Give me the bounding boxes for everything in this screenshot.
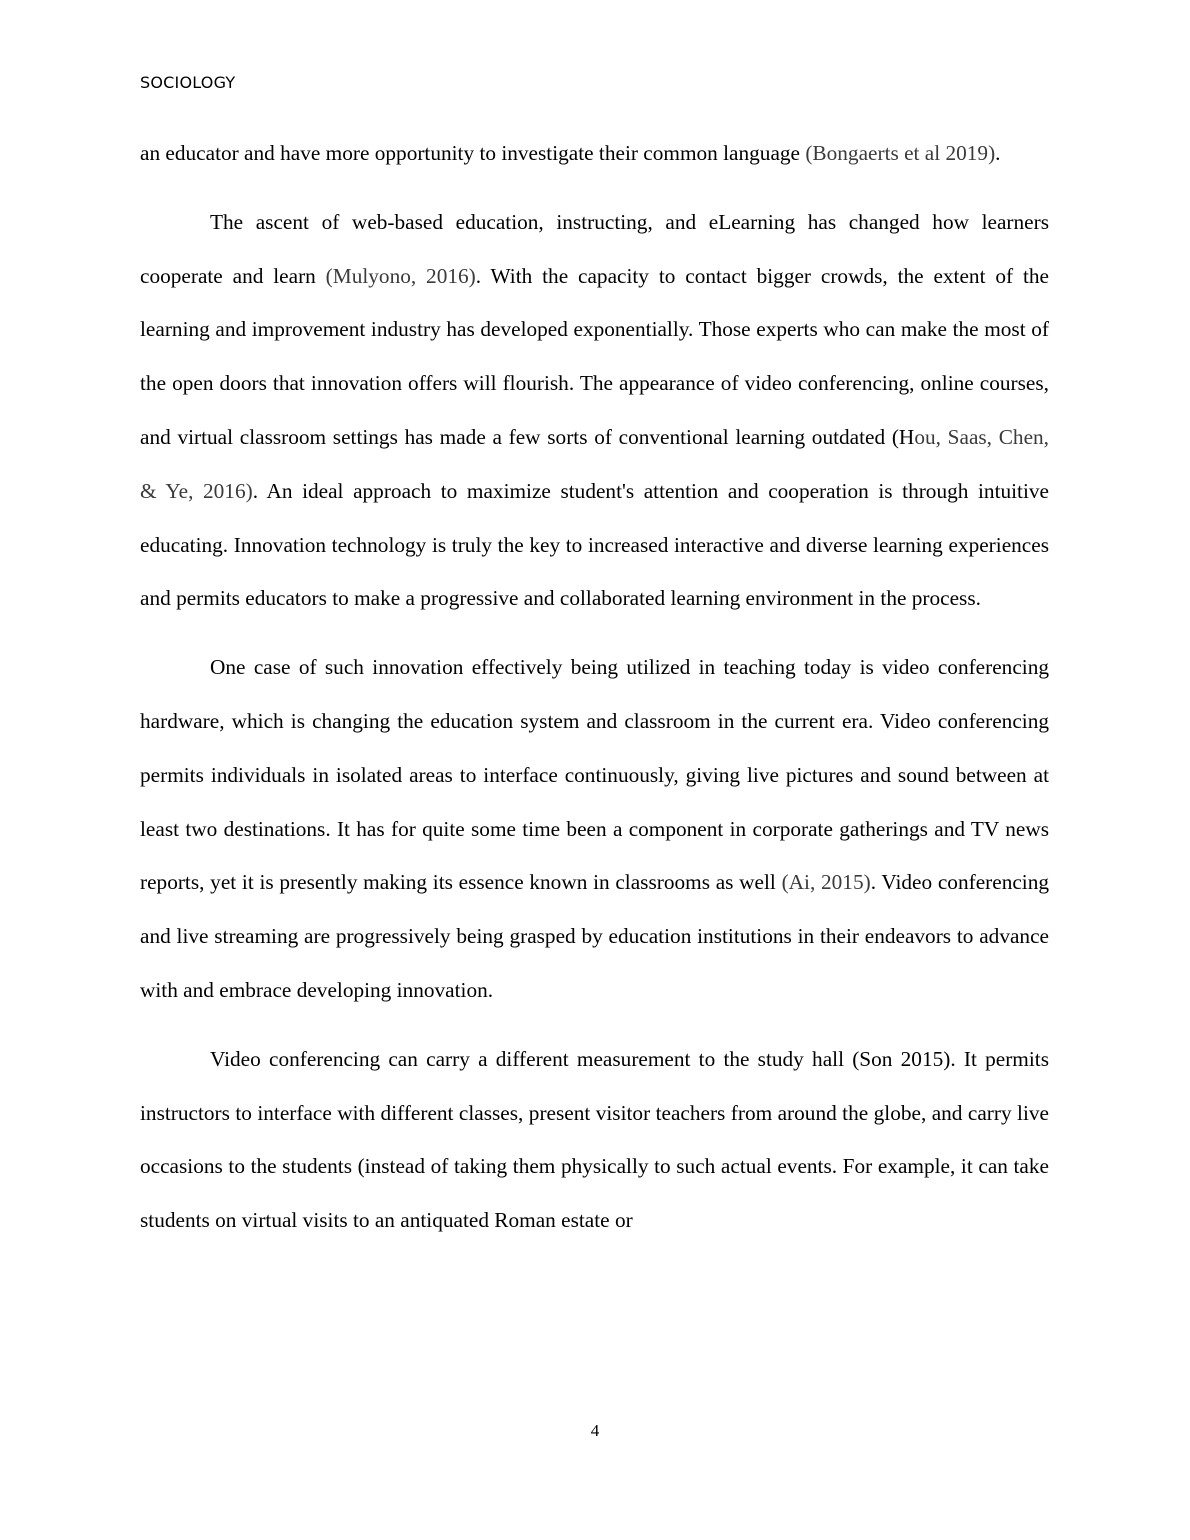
citation: (Ai, 2015) bbox=[781, 870, 871, 895]
text-segment: The ascent of web-based education, instructing, and eLearning has changed how learners cooperate and learn bbox=[140, 209, 1049, 288]
text-segment: . Video conferencing and live streaming are progressively being grasped by education institutions in their endeavors to advance with and embrace developing innovation. bbox=[140, 870, 1050, 1002]
page-number: 4 bbox=[590, 1421, 600, 1440]
paragraph bbox=[140, 1033, 1049, 1248]
text-segment: . With the capacity to contact bigger crowds, the extent of the learning and improvement industry has developed exponentially. Those experts who can make the most of the open doors that innovation offers will flourish. The appearance of video conferencing, online courses, and virtual classroom settings has made a few sorts of conventional learning outdated (H bbox=[140, 263, 1049, 449]
body-text bbox=[140, 127, 1049, 1248]
text-segment: . bbox=[995, 141, 1001, 165]
running-head: SOCIOLOGY bbox=[140, 73, 236, 92]
paragraph bbox=[140, 127, 1049, 181]
paragraph bbox=[140, 641, 1049, 1018]
text-segment: an educator and have more opportunity to investigate their common language bbox=[140, 141, 806, 165]
citation: (Bongaerts et al 2019) bbox=[805, 141, 996, 165]
text-segment: One case of such innovation effectively being utilized in teaching today is video conferencing hardware, which is changing the education system and classroom in the current era. Video conferencing permits individuals in isolated areas to interface continuously, giving live pictures and sound between at least two destinations. It has for quite some time been a component in corporate gatherings and TV news reports, yet it is presently making its essence known in classrooms as well bbox=[140, 655, 1049, 895]
text-segment: . An ideal approach to maximize student's attention and cooperation is through intuitive educating. Innovation technology is truly the key to increased interactive and diverse learning experiences and permits educators to make a progressive and collaborated learning environment in the process. bbox=[140, 478, 1049, 611]
citation: ou, Saas, Chen, & Ye, 2016) bbox=[140, 424, 1049, 503]
text-segment: Video conferencing can carry a different measurement to the study hall (Son 2015). It permits instructors to interface with different classes, present visitor teachers from around the globe, and carry live occasions to the students (instead of taking them physically to such actual events. For example, it can take students on virtual visits to an antiquated Roman estate or bbox=[140, 1046, 1049, 1233]
paragraph bbox=[140, 196, 1049, 626]
citation: (Mulyono, 2016) bbox=[325, 263, 476, 288]
